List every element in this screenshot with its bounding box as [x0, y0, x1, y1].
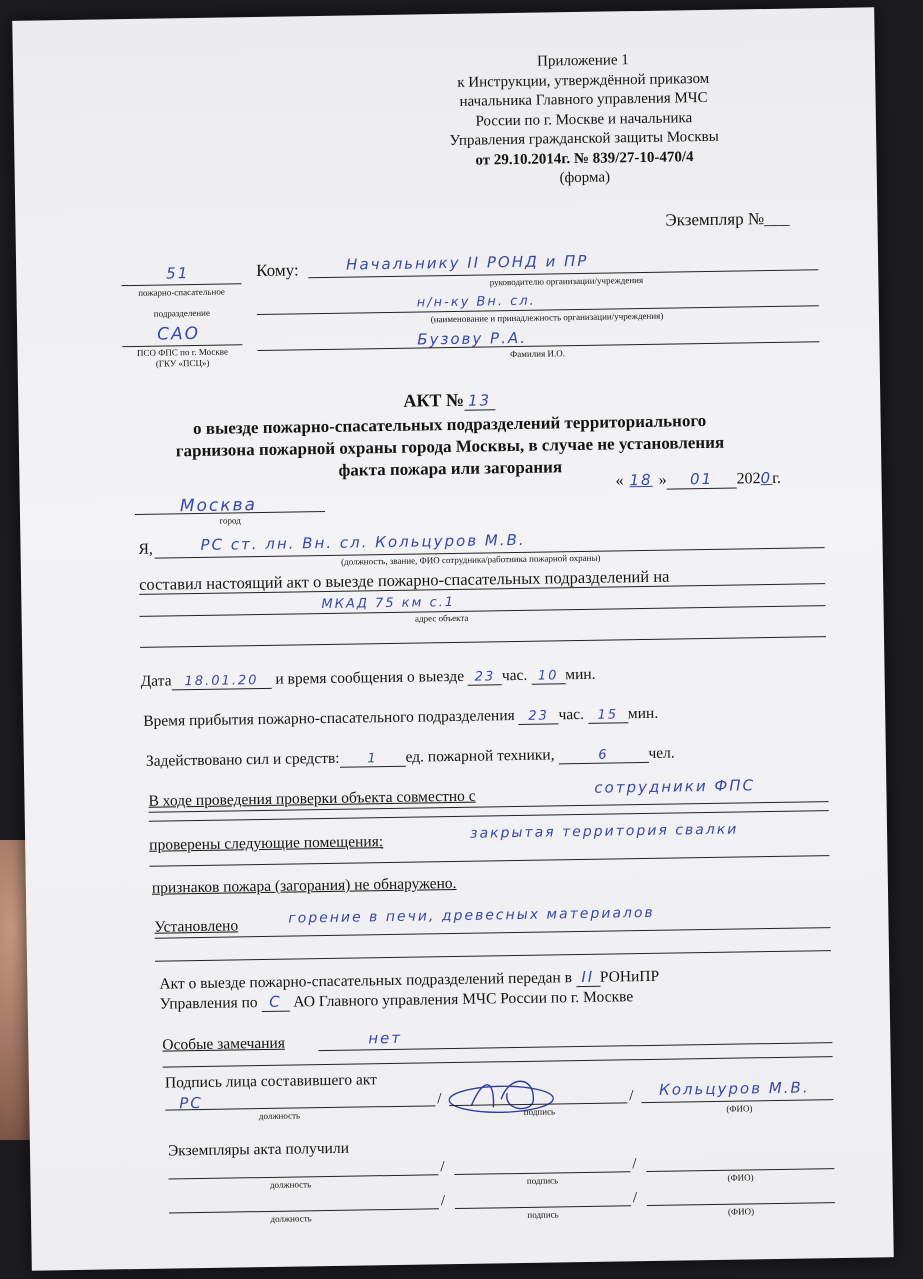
recipient-name-caption: Фамилия И.О. — [510, 348, 566, 360]
act-subtitle-line: факта пожара или загорания — [338, 457, 563, 480]
arrival-row — [143, 705, 658, 731]
message-min-value: 10 — [531, 668, 565, 685]
header-line: Приложение 1 — [536, 52, 629, 70]
established-underline — [155, 927, 831, 939]
received-sign-caption: подпись — [527, 1209, 559, 1220]
established-label: Установлено — [154, 917, 239, 936]
transfer-roman-value: II — [576, 968, 600, 987]
act-year-prefix: 202 — [736, 470, 761, 488]
received-label: Экземпляры акта получили — [167, 1139, 350, 1160]
unit-caption: подразделение — [153, 307, 211, 319]
established-extra-line — [155, 950, 831, 962]
message-row — [140, 666, 595, 691]
forces-units-label: ед. пожарной техники, — [405, 746, 555, 766]
received-slash: / — [632, 1189, 638, 1207]
act-year-suffix: 0 — [760, 468, 773, 488]
signature-slash: / — [629, 1087, 634, 1105]
signature-name-caption: (ФИО) — [726, 1103, 753, 1114]
recipient-org-value: н/н-ку Вн. сл. — [416, 293, 536, 311]
signature-name-line — [641, 1099, 833, 1103]
transfer-prefix: Акт о выезде пожарно-спасательных подразделений передан в — [159, 969, 573, 993]
message-date-label: Дата — [140, 672, 172, 690]
transfer-suffix: РОНиПР — [599, 967, 660, 986]
premises-value: закрытая территория свалки — [469, 821, 739, 842]
org-value: САО — [157, 323, 201, 345]
received-name-line — [647, 1202, 835, 1206]
address-value: МКАД 75 км с.1 — [321, 594, 456, 613]
author-value: РС ст. лн. Вн. сл. Кольцуров М.В. — [200, 530, 526, 554]
premises-extra-line — [150, 855, 830, 867]
recipient-org-caption: (наименование и принадлежность организации/учреждения) — [430, 310, 664, 325]
header-line: к Инструкции, утверждённой приказом — [457, 70, 710, 91]
document-sheet — [12, 7, 894, 1270]
act-subtitle-line: гарнизона пожарной охраны города Москвы, в случае не установления — [175, 432, 725, 461]
received-name-line — [646, 1168, 834, 1172]
received-slash: / — [440, 1158, 445, 1176]
remarks-label: Особые замечания — [162, 1034, 286, 1054]
message-time-label: и время сообщения о выезде — [275, 667, 465, 688]
unit-caption: пожарно-спасательное — [138, 286, 225, 298]
header-line: начальника Главного управления МЧС — [459, 89, 708, 110]
received-slash: / — [440, 1192, 446, 1210]
received-position-caption: должность — [270, 1213, 312, 1224]
forces-people-label: чел. — [648, 744, 675, 762]
act-date: « 18 » 01 2020г. — [615, 468, 782, 490]
forces-row — [146, 745, 675, 771]
signature-position-value: РС — [179, 1093, 203, 1113]
message-date-value: 18.01.20 — [171, 673, 271, 691]
message-hour-value: 23 — [468, 669, 502, 686]
header-order-number: от 29.10.2014г. № 839/27-10-470/4 — [475, 148, 694, 169]
act-number-value: 13 — [464, 391, 495, 410]
message-min-label: мин. — [565, 665, 596, 684]
forces-people-value: 6 — [558, 747, 648, 764]
check-label: В ходе проведения проверки объекта совместно с — [148, 787, 476, 810]
forces-label: Задействовано сил и средств: — [145, 749, 340, 770]
city-value: Москва — [179, 495, 258, 517]
message-hour-label: час. — [501, 666, 528, 685]
received-sign-caption: подпись — [526, 1175, 559, 1186]
org-caption: ПСО ФПС по г. Москве — [136, 346, 228, 358]
header-line: России по г. Москве и начальника — [475, 109, 693, 130]
author-prefix: Я, — [138, 540, 153, 558]
received-name-caption: (ФИО) — [727, 1172, 754, 1183]
signature-slash: / — [437, 1090, 442, 1108]
act-title-label: АКТ № — [403, 389, 465, 411]
transfer-district-value: С — [261, 993, 289, 1012]
signature-position-caption: должность — [258, 1110, 301, 1122]
arrival-min-value: 15 — [588, 707, 628, 724]
received-sign-line — [455, 1205, 631, 1209]
act-day: 18 — [629, 470, 653, 490]
unit-number-value: 51 — [166, 264, 190, 283]
compose-line: составил настоящий акт о выезде пожарно-спасательных подразделений на — [138, 566, 670, 594]
appendix-header — [403, 49, 765, 191]
org-caption: (ГКУ «ПСЦ») — [155, 357, 210, 369]
transfer-line2-suffix: АО Главного управления МЧС России по г. Москве — [293, 988, 634, 1011]
arrival-min-label: мин. — [627, 704, 659, 723]
signature-label: Подпись лица составившего акт — [164, 1071, 377, 1092]
author-caption: (должность, звание, ФИО сотрудника/работника пожарной охраны) — [340, 552, 601, 567]
received-position-caption: должность — [269, 1179, 312, 1190]
remarks-value: нет — [368, 1028, 403, 1048]
arrival-label: Время прибытия пожарно-спасательного подразделения — [143, 707, 515, 730]
arrival-hour-value: 23 — [518, 708, 558, 725]
arrival-hour-label: час. — [558, 705, 585, 724]
established-value: горение в печи, древесных материалов — [288, 904, 655, 927]
act-subtitle-line: о выезде пожарно-спасательных подразделений территориального — [192, 410, 707, 439]
recipient-value: Начальнику II РОНД и ПР — [345, 251, 589, 274]
recipient-name-value: Бузову Р.А. — [417, 328, 528, 349]
header-form-note: (форма) — [559, 169, 611, 187]
address-extra-line — [140, 636, 826, 648]
check-value: сотрудники ФПС — [594, 776, 756, 797]
recipient-caption: руководителю организации/учреждения — [489, 274, 644, 288]
signature-name-value: Кольцуров М.В. — [658, 1078, 810, 1099]
header-line: Управления гражданской защиты Москвы — [449, 128, 719, 149]
transfer-line2-prefix: Управления по — [159, 994, 258, 1013]
received-name-caption: (ФИО) — [727, 1206, 755, 1217]
act-year-end: г. — [772, 469, 782, 487]
recipient-label: Кому: — [256, 260, 299, 281]
copy-number: Экземпляр №___ — [665, 208, 790, 230]
no-fire-statement: признаков пожара (загорания) не обнаружено. — [151, 874, 457, 897]
city-caption: город — [219, 515, 241, 526]
received-slash: / — [632, 1155, 637, 1173]
remarks-extra-line — [163, 1056, 833, 1068]
received-sign-line — [454, 1171, 630, 1175]
address-caption: адрес объекта — [414, 612, 469, 624]
signature-sign-caption: подпись — [523, 1106, 556, 1117]
forces-units-value: 1 — [339, 751, 405, 768]
act-month: 01 — [666, 470, 736, 490]
check-extra-line — [149, 810, 829, 822]
premises-label: проверены следующие помещения: — [149, 833, 384, 854]
